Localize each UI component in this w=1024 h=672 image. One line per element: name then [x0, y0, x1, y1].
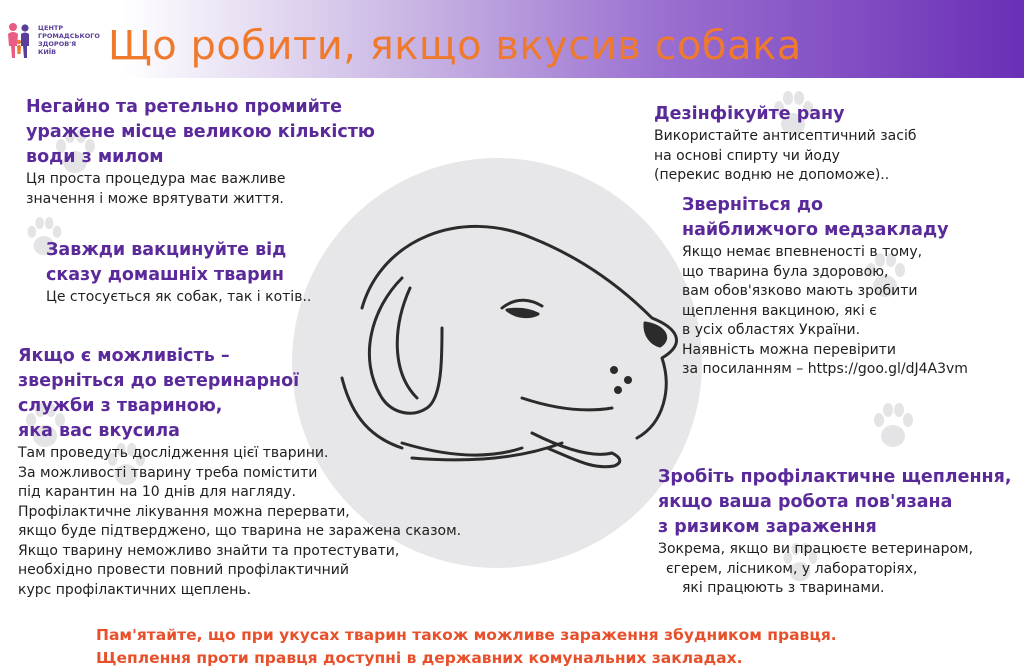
body-line: (перекис водню не допоможе).. [654, 167, 890, 183]
body-line: в усіх областях України. [682, 322, 861, 338]
section-disinfect [654, 102, 974, 186]
section-heading [682, 193, 1017, 243]
section-wash [26, 95, 406, 209]
heading-line: Дезінфікуйте рану [654, 104, 845, 124]
paw-print-icon [870, 400, 916, 452]
heading-line: з ризиком зараження [658, 517, 877, 537]
body-line: Використайте антисептичний засіб [654, 128, 917, 144]
family-logo-icon [4, 20, 36, 60]
body-line: Наявність можна перевірити [682, 341, 896, 358]
section-body [46, 288, 366, 308]
heading-line: уражене місце великою кількістю [26, 122, 375, 142]
body-line: Це стосується як собак, так і котів.. [46, 289, 312, 305]
section-heading [26, 95, 406, 170]
heading-line: Зверніться до [682, 195, 824, 215]
body-line: якщо буде підтверджено, що тварина не заражена сказом. [18, 523, 462, 539]
org-logo [4, 20, 114, 62]
footer-line: Пам'ятайте, що при укусах тварин також можливе зараження збудником правця. [96, 626, 837, 644]
body-line: на основі спирту чи йоду [654, 147, 840, 164]
heading-line: води з милом [26, 147, 164, 167]
heading-line: найближчого медзакладу [682, 220, 949, 240]
body-line: єгерем, лісником, у лабораторіях, [666, 560, 918, 577]
logo-text-line: КИЇВ [38, 48, 57, 56]
section-body [682, 243, 1017, 380]
body-line: вам обов'язково мають зробити [682, 283, 918, 299]
section-body [658, 540, 1018, 599]
section-body [654, 127, 974, 186]
section-heading [658, 465, 1018, 540]
logo-text-line: ГРОМАДСЬКОГО [38, 32, 100, 40]
section-vet [18, 344, 498, 600]
body-line: що тварина була здоровою, [682, 263, 889, 280]
heading-line: яка вас вкусила [18, 421, 180, 441]
section-heading [46, 238, 366, 288]
body-line: під карантин на 10 днів для нагляду. [18, 484, 296, 500]
logo-text-line: ЗДОРОВ'Я [38, 40, 77, 48]
page-title: Що робити, якщо вкусив собака [108, 23, 802, 69]
body-line: Там проведуть дослідження цієї тварини. [18, 445, 329, 461]
body-line: Якщо тварину неможливо знайти та протестувати, [18, 542, 400, 559]
section-body [26, 170, 406, 209]
body-line: які працюють з тваринами. [682, 580, 885, 596]
section-prophylaxis [658, 465, 1018, 599]
heading-line: зверніться до ветеринарної [18, 371, 300, 391]
body-line: Ця проста процедура має важливе [26, 171, 286, 187]
heading-line: служби з твариною, [18, 396, 223, 416]
logo-text-line: ЦЕНТР [38, 24, 64, 32]
section-clinic [682, 193, 1017, 380]
footer-line: Щеплення проти правця доступні в державних комунальних закладах. [96, 649, 743, 667]
body-line: щеплення вакциною, які є [682, 302, 877, 319]
heading-line: Завжди вакцинуйте від [46, 240, 287, 260]
body-line: необхідно провести повний профілактичний [18, 562, 349, 578]
heading-line: Зробіть профілактичне щеплення, [658, 467, 1012, 487]
heading-line: якщо ваша робота пов'язана [658, 492, 953, 512]
body-line: Якщо немає впевненості в тому, [682, 244, 923, 260]
section-body [18, 444, 498, 600]
heading-line: Негайно та ретельно промийте [26, 97, 342, 117]
body-line: Зокрема, якщо ви працюєте ветеринаром, [658, 541, 974, 557]
heading-line: Якщо є можливість – [18, 346, 230, 366]
section-vaccinate-pets [46, 238, 366, 308]
body-line: за посиланням – https://goo.gl/dJ4A3vm [682, 361, 968, 377]
footer-note [96, 624, 837, 670]
body-line: курс профілактичних щеплень. [18, 581, 252, 598]
heading-line: сказу домашніх тварин [46, 265, 284, 285]
body-line: Профілактичне лікування можна перервати, [18, 503, 350, 520]
section-heading [654, 102, 974, 127]
section-heading [18, 344, 498, 444]
body-line: За можливості тварину треба помістити [18, 464, 318, 481]
body-line: значення і може врятувати життя. [26, 190, 284, 207]
